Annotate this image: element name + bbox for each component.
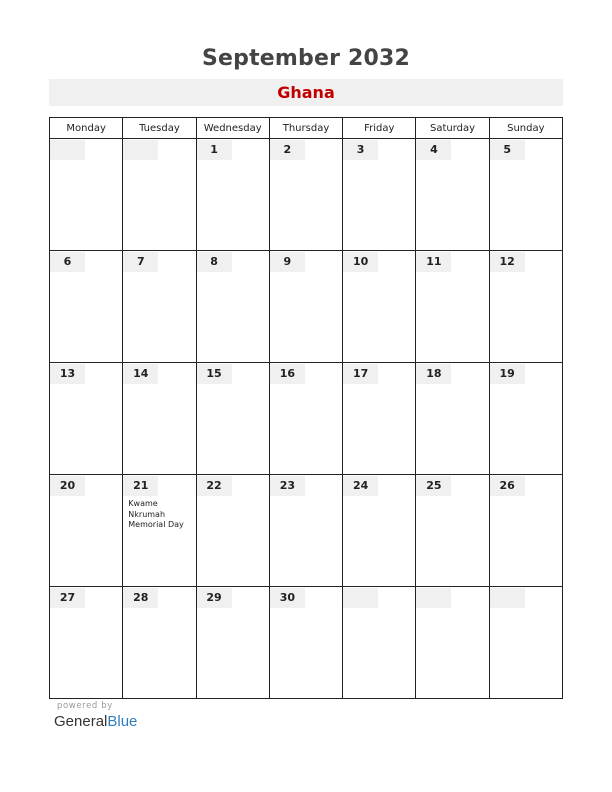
week-row <box>50 587 563 699</box>
weekday-header: Monday <box>50 118 123 139</box>
day-number: 2 <box>270 140 305 160</box>
day-number: 7 <box>123 252 158 272</box>
day-cell <box>416 475 489 587</box>
day-number: 27 <box>50 588 85 608</box>
day-number: 16 <box>270 364 305 384</box>
calendar-body <box>50 139 563 699</box>
day-cell <box>123 363 196 475</box>
day-number: 18 <box>416 364 451 384</box>
day-number <box>416 588 451 608</box>
day-cell <box>50 475 123 587</box>
day-cell <box>196 251 269 363</box>
day-cell <box>343 251 416 363</box>
day-number <box>490 588 525 608</box>
day-number: 4 <box>416 140 451 160</box>
day-number: 29 <box>197 588 232 608</box>
day-cell <box>416 587 489 699</box>
day-cell <box>123 587 196 699</box>
day-cell <box>50 251 123 363</box>
day-number: 20 <box>50 476 85 496</box>
week-row <box>50 363 563 475</box>
day-number: 28 <box>123 588 158 608</box>
day-number: 10 <box>343 252 378 272</box>
day-cell <box>489 475 562 587</box>
day-number: 5 <box>490 140 525 160</box>
weekday-header-row <box>50 118 563 139</box>
powered-by-label: powered by <box>57 701 113 711</box>
weekday-header: Sunday <box>489 118 562 139</box>
day-number: 11 <box>416 252 451 272</box>
brand-logo <box>54 713 137 730</box>
weekday-header: Thursday <box>269 118 342 139</box>
day-cell <box>123 139 196 251</box>
day-number: 15 <box>197 364 232 384</box>
day-cell <box>416 251 489 363</box>
calendar-grid <box>49 117 563 699</box>
day-number <box>123 140 158 160</box>
brand-blue-text: Blue <box>107 713 138 730</box>
day-cell <box>196 587 269 699</box>
page-title: September 2032 <box>201 46 411 71</box>
week-row <box>50 475 563 587</box>
day-cell <box>269 139 342 251</box>
day-number: 17 <box>343 364 378 384</box>
day-cell <box>343 587 416 699</box>
day-cell <box>343 475 416 587</box>
day-cell <box>196 475 269 587</box>
day-cell <box>123 475 196 587</box>
day-cell <box>343 363 416 475</box>
day-cell <box>489 139 562 251</box>
day-cell <box>196 139 269 251</box>
day-number: 22 <box>197 476 232 496</box>
day-cell <box>50 587 123 699</box>
day-cell <box>269 587 342 699</box>
day-number: 1 <box>197 140 232 160</box>
holiday-label: Kwame Nkrumah Memorial Day <box>128 499 184 529</box>
week-row <box>50 139 563 251</box>
day-number: 24 <box>343 476 378 496</box>
day-cell <box>343 139 416 251</box>
day-number: 14 <box>123 364 158 384</box>
day-number <box>343 588 378 608</box>
day-number: 21 <box>123 476 158 496</box>
day-number: 25 <box>416 476 451 496</box>
day-number <box>50 140 85 160</box>
day-cell <box>269 363 342 475</box>
day-cell <box>269 251 342 363</box>
weekday-header: Wednesday <box>196 118 269 139</box>
day-number: 23 <box>270 476 305 496</box>
day-cell <box>196 363 269 475</box>
day-number: 30 <box>270 588 305 608</box>
day-number: 12 <box>490 252 525 272</box>
day-cell <box>50 139 123 251</box>
day-cell <box>416 139 489 251</box>
day-cell <box>50 363 123 475</box>
weekday-header: Saturday <box>416 118 489 139</box>
brand-general-text: General <box>54 713 108 730</box>
week-row <box>50 251 563 363</box>
day-cell <box>489 251 562 363</box>
day-cell <box>269 475 342 587</box>
country-name: Ghana <box>49 79 563 106</box>
day-number: 6 <box>50 252 85 272</box>
day-number: 13 <box>50 364 85 384</box>
day-number: 19 <box>490 364 525 384</box>
day-number: 26 <box>490 476 525 496</box>
day-cell <box>489 587 562 699</box>
day-number: 8 <box>197 252 232 272</box>
day-cell <box>416 363 489 475</box>
weekday-header: Tuesday <box>123 118 196 139</box>
day-number: 3 <box>343 140 378 160</box>
day-cell <box>123 251 196 363</box>
weekday-header: Friday <box>343 118 416 139</box>
day-cell <box>489 363 562 475</box>
day-number: 9 <box>270 252 305 272</box>
